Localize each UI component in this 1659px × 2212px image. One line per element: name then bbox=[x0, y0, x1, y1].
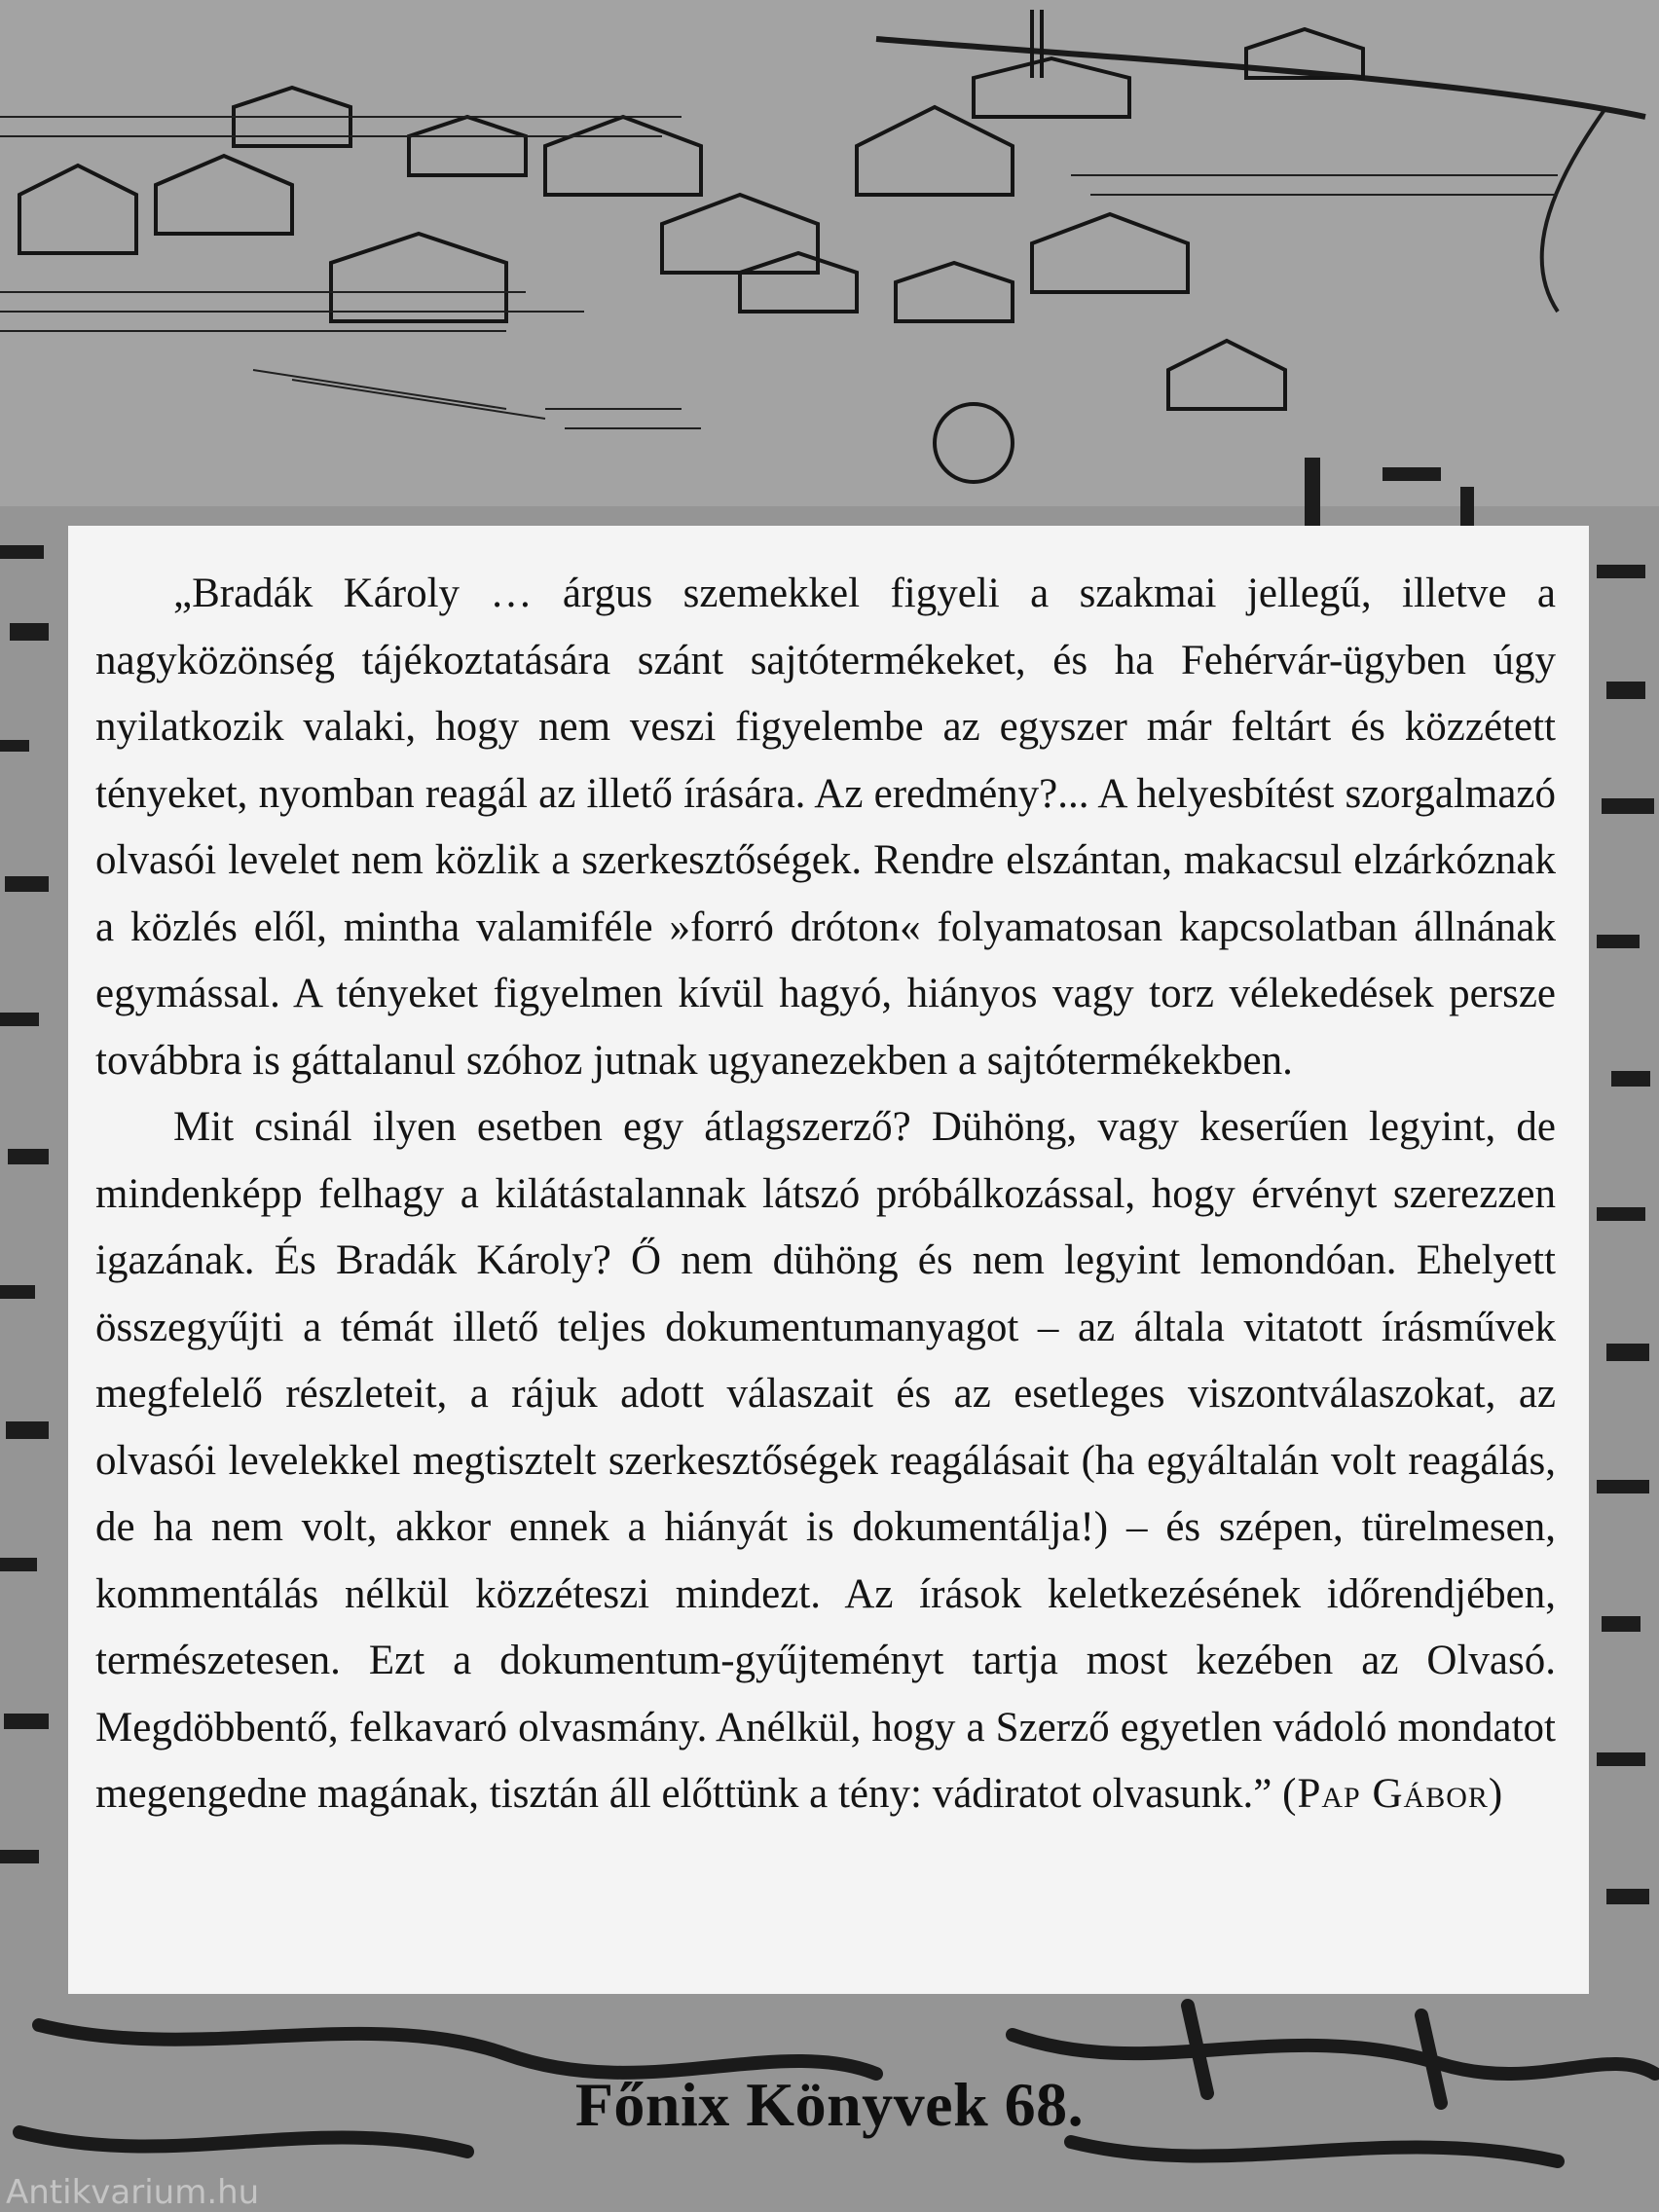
watermark: Antikvarium.hu bbox=[6, 2173, 260, 2212]
quote-paragraph-2-text: Mit csinál ilyen esetben egy átlagszerző? Dühöng, vagy keserűen legyint, de mindenképp felhagy a kilátástalannak látszó próbálkozással, hogy érvényt szerezzen igazának. És Bradák Károly? Ő nem dühöng és nem legyint lemondóan. Ehelyett összegyűjti a témát illető teljes dokumentumanyagot – az általa vitatott írásművek megfelelő részleteit, a rájuk adott válaszait és az esetleges viszontválaszokat, az olvasói levelekkel megtisztelt szerkesztőségek reagálásait (ha egyáltalán volt reagálás, de ha nem volt, akkor ennek a hiányát is dokumentálja!) – és szépen, türelmesen, kommentálás nélkül közzéteszi mindezt. Az írások keletkezésének időrendjében, természetesen. Ezt a dokumentum-gyűjteményt tartja most kezében az Olvasó. Megdöbbentő, felkavaró olvasmány. Anélkül, hogy a Szerző egyetlen vádoló mondatot megengedne magának, tisztán áll előttünk a tény: vádiratot olvasunk.” bbox=[95, 1104, 1556, 1817]
quote-paragraph-1 bbox=[95, 561, 1556, 1094]
quote-paragraph-2 bbox=[95, 1094, 1556, 1828]
series-title: Főnix Könyvek 68. bbox=[574, 2070, 1085, 2139]
quote-box bbox=[68, 526, 1589, 1994]
quote-paragraph-1-text: „Bradák Károly … árgus szemekkel figyeli a szakmai jellegű, illetve a nagyközönség tájékoztatására szánt sajtótermékeket, és ha Fehérvár-ügyben úgy nyilatkozik valaki, hogy nem veszi figyelembe az egyszer már feltárt és közzétett tényeket, nyomban reagál az illető írására. Az eredmény?... A helyesbítést szorgalmazó olvasói levelet nem közlik a szerkesztőségek. Rendre elszántan, makacsul elzárkóznak a közlés elől, mintha valamiféle »forró dróton« folyamatosan kapcsolatban állnának egymással. A tényeket figyelmen kívül hagyó, hiányos vagy torz vélekedések persze továbbra is gáttalanul szóhoz jutnak ugyanezekben a sajtótermékekben. bbox=[95, 571, 1556, 1084]
quote-attribution: (Pap Gábor) bbox=[1282, 1771, 1504, 1817]
quote-text bbox=[95, 561, 1556, 1828]
